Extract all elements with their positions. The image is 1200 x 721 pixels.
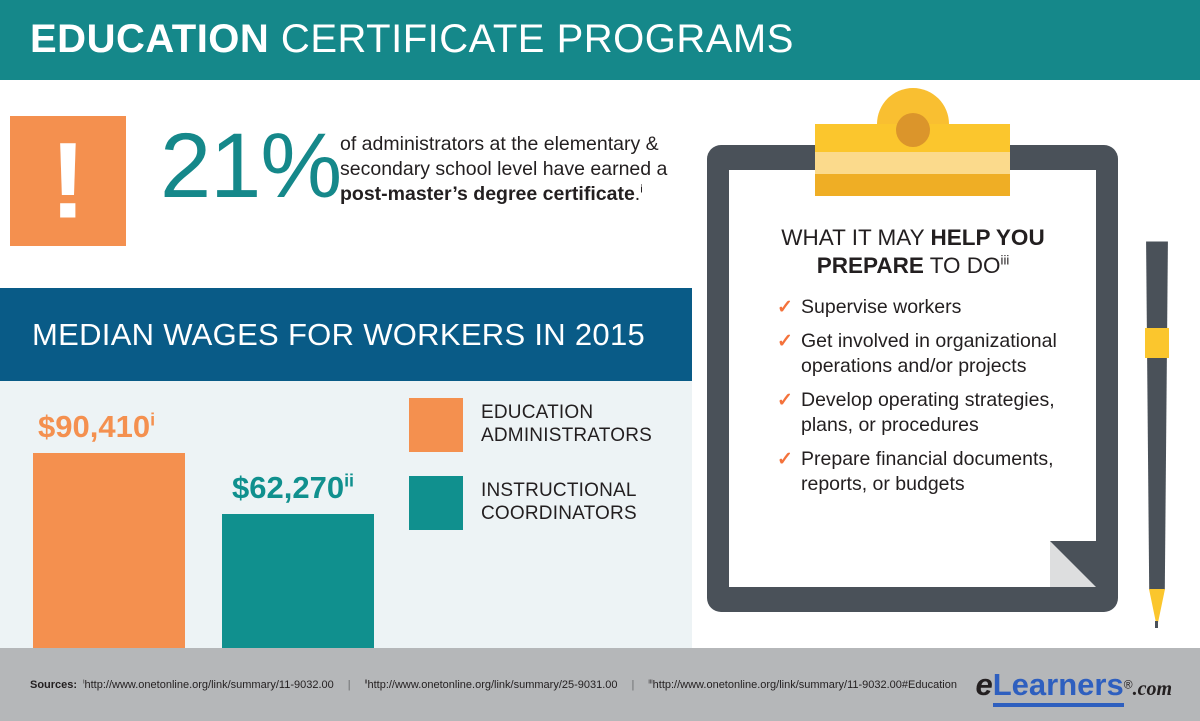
stat-percentage: 21% (160, 115, 342, 217)
bar-value-label-instructional-coordinators (232, 470, 354, 506)
pen-tip (1149, 589, 1165, 623)
clip-band-middle (815, 152, 1010, 174)
legend-swatch-icon-teal (409, 476, 463, 530)
page-title-rest: CERTIFICATE PROGRAMS (269, 17, 794, 61)
chart-legend (409, 398, 652, 554)
footer-bar (0, 648, 1200, 721)
list-item-label: Develop operating strategies, plans, or procedures (801, 388, 1055, 436)
clipboard-footnote-marker: iii (1000, 252, 1010, 268)
source-separator-2: | (631, 678, 635, 691)
registered-trademark-icon: ® (1123, 677, 1133, 692)
logo-com: .com (1132, 677, 1172, 700)
bar-value-label-education-administrators (38, 409, 155, 445)
bar-footnote-marker-2: ii (344, 470, 355, 491)
legend-label-line1: EDUCATION (481, 402, 594, 423)
sources-line (30, 679, 957, 691)
paper-fold-corner-icon (1050, 541, 1096, 587)
source-marker-3: iii (648, 677, 653, 685)
source-separator-1: | (347, 678, 351, 691)
wages-banner-title: MEDIAN WAGES FOR WORKERS IN 2015 (32, 316, 646, 352)
header-banner (0, 0, 1200, 80)
clip-hole-icon (896, 113, 930, 147)
stat-text-bold: post-master’s degree certificate (340, 183, 635, 205)
clipboard-title-part1: WHAT IT MAY (781, 225, 931, 250)
pen-icon (1144, 238, 1170, 628)
check-icon: ✓ (777, 448, 793, 470)
source-marker-1: i (83, 677, 85, 685)
page-title-strong: EDUCATION (30, 17, 270, 61)
wages-banner (0, 288, 692, 381)
source-url-2[interactable]: http://www.onetonline.org/link/summary/25-9031.00 (367, 678, 618, 691)
list-item-label: Get involved in organizational operations and/or projects (801, 329, 1057, 377)
exclamation-icon: ! (50, 119, 86, 241)
list-item (777, 329, 1077, 380)
check-icon: ✓ (777, 389, 793, 411)
clipboard-list (777, 295, 1077, 506)
bar-education-administrators (33, 453, 185, 648)
stat-footnote-marker: i (640, 183, 643, 196)
legend-label-line1: INSTRUCTIONAL (481, 480, 637, 501)
list-item (777, 447, 1077, 498)
clipboard-title (765, 224, 1061, 280)
clipboard-paper (729, 170, 1096, 587)
legend-item-education-administrators (409, 398, 652, 452)
legend-swatch-icon-orange (409, 398, 463, 452)
sources-label: Sources: (30, 678, 78, 691)
list-item (777, 388, 1077, 439)
list-item-label: Supervise workers (801, 296, 962, 318)
legend-label-line2: ADMINISTRATORS (481, 425, 652, 446)
page-title (30, 17, 794, 62)
clipboard-title-bold: HELP YOU PREPARE (816, 225, 1045, 278)
stat-text-part3: . (634, 183, 641, 205)
pen-body (1144, 238, 1170, 590)
bar-value-2: $62,270 (232, 470, 345, 505)
logo-e: e (975, 666, 993, 702)
logo-learners: Learners (993, 667, 1124, 707)
bar-instructional-coordinators (222, 514, 374, 648)
clipboard-title-part3: TO DO (923, 253, 1001, 278)
wages-bar-chart (0, 381, 692, 648)
source-marker-2: ii (364, 677, 368, 685)
clipboard-clip-icon (815, 88, 1010, 188)
clip-band-bottom (815, 174, 1010, 196)
source-url-1[interactable]: http://www.onetonline.org/link/summary/11-9032.00 (84, 678, 334, 691)
clipboard-illustration (707, 145, 1118, 612)
elearners-logo[interactable] (976, 667, 1173, 703)
stat-description (340, 132, 680, 207)
source-url-3[interactable]: http://www.onetonline.org/link/summary/11-9032.00#Education (652, 678, 957, 691)
legend-label-education-administrators (481, 398, 652, 447)
pen-nib (1155, 621, 1158, 628)
legend-label-line2: COORDINATORS (481, 503, 637, 524)
bar-value-1: $90,410 (38, 409, 151, 444)
list-item (777, 295, 1077, 321)
legend-item-instructional-coordinators (409, 476, 652, 530)
check-icon: ✓ (777, 330, 793, 352)
legend-label-instructional-coordinators (481, 476, 637, 525)
stat-text-part1: of administrators at the elementary & secondary school level have earned a (340, 133, 668, 180)
exclamation-icon-box (10, 116, 126, 246)
list-item-label: Prepare financial documents, reports, or budgets (801, 447, 1054, 495)
bar-footnote-marker-1: i (150, 409, 156, 430)
check-icon: ✓ (777, 297, 793, 318)
pen-band (1145, 328, 1169, 358)
